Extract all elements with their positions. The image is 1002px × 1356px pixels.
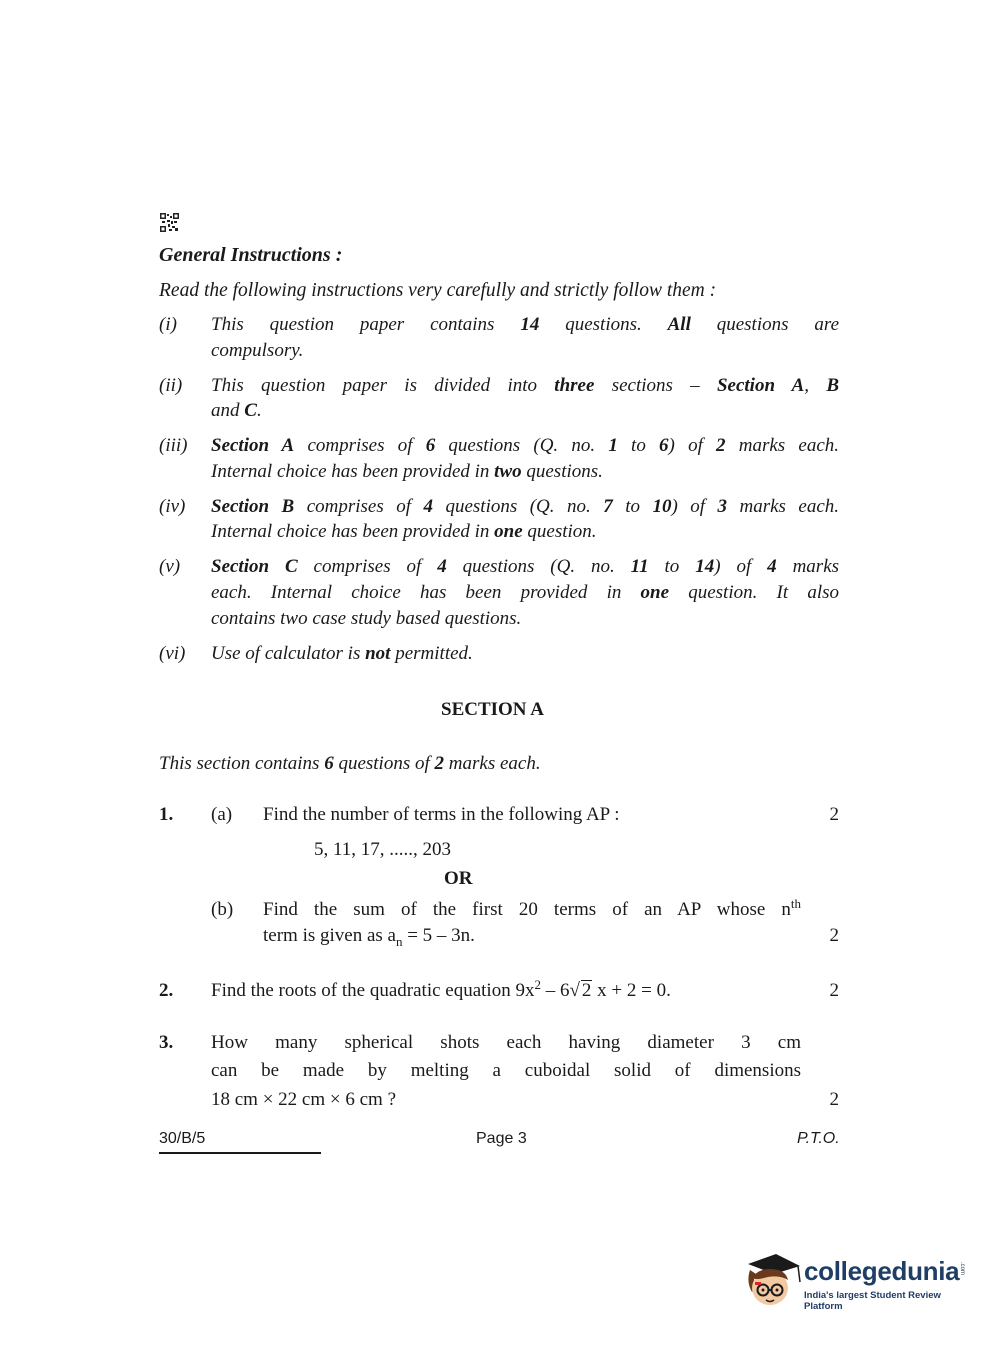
question-number: 1. [159, 804, 174, 825]
logo-wordmark: collegedunia [804, 1256, 960, 1286]
instruction-number: (iii) [159, 435, 188, 456]
question-part-label: (b) [211, 899, 234, 920]
logo-tagline: India's largest Student Review Platform [804, 1290, 941, 1312]
logo-domain: .com [959, 1262, 965, 1276]
collegedunia-logo[interactable] [742, 1246, 972, 1316]
instructions-intro: Read the following instructions very carefully and strictly follow them : [159, 280, 717, 301]
instruction-number: (v) [159, 556, 181, 577]
instruction-number: (i) [159, 314, 177, 335]
instruction-text: each. Internal choice has been provided in one question. It also [211, 582, 839, 603]
question-marks: 2 [829, 925, 839, 946]
question-text: Find the number of terms in the following AP : [263, 804, 620, 825]
or-separator: OR [444, 868, 473, 889]
paper-code: 30/B/5 [159, 1130, 206, 1147]
page-number: Page 3 [476, 1130, 527, 1147]
instruction-text: This question paper contains 14 questions. All questions are [211, 314, 840, 335]
instruction-text: Section A comprises of 6 questions (Q. no. 1 to 6) of 2 marks each. [211, 435, 840, 456]
question-text: Find the sum of the first 20 terms of an AP whose $n^{th}$ [263, 896, 801, 920]
instruction-text: contains two case study based questions. [211, 608, 522, 629]
question-text: 18 cm × 22 cm × 6 cm ? [211, 1089, 396, 1110]
question-number: 2. [159, 980, 174, 1001]
instruction-text: Internal choice has been provided in one question. [211, 521, 597, 542]
question-text: can be made by melting a cuboidal solid of dimensions [211, 1060, 801, 1081]
question-marks: 2 [829, 804, 839, 825]
instruction-text: Section C comprises of 4 questions (Q. no. 11 to 14) of 4 marks [211, 556, 840, 577]
section-title: SECTION A [441, 699, 544, 720]
section-intro: This section contains 6 questions of 2 marks each. [159, 753, 541, 774]
question-text: How many spherical shots each having diameter 3 cm [211, 1032, 801, 1053]
instruction-text: This question paper is divided into three sections – Section A, B [211, 375, 839, 396]
instruction-number: (vi) [159, 643, 186, 664]
footer-rule [159, 1152, 321, 1154]
question-text: term is given as $a_n = 5 - 3n$. [263, 925, 475, 949]
question-part-label: (a) [211, 804, 233, 825]
instruction-text: and C. [211, 400, 262, 421]
pto-label: P.T.O. [797, 1130, 840, 1147]
question-sequence: 5, 11, 17, ....., 203 [314, 839, 452, 860]
question-marks: 2 [829, 1089, 839, 1110]
instruction-text: Internal choice has been provided in two questions. [211, 461, 603, 482]
instruction-text: compulsory. [211, 340, 304, 361]
question-number: 3. [159, 1032, 174, 1053]
instruction-text: Use of calculator is not permitted. [211, 643, 473, 664]
instruction-text: Section B comprises of 4 questions (Q. no. 7 to 10) of 3 marks each. [211, 496, 840, 517]
instruction-number: (ii) [159, 375, 183, 396]
question-marks: 2 [829, 980, 839, 1001]
instructions-title: General Instructions : [159, 244, 343, 266]
qr-code-icon [160, 213, 179, 232]
instruction-number: (iv) [159, 496, 186, 517]
question-text: Find the roots of the quadratic equation $9x^2 - 6√$ 2 x + 2 = 0. [211, 977, 671, 1001]
collegedunia-mascot-icon [742, 1248, 802, 1310]
